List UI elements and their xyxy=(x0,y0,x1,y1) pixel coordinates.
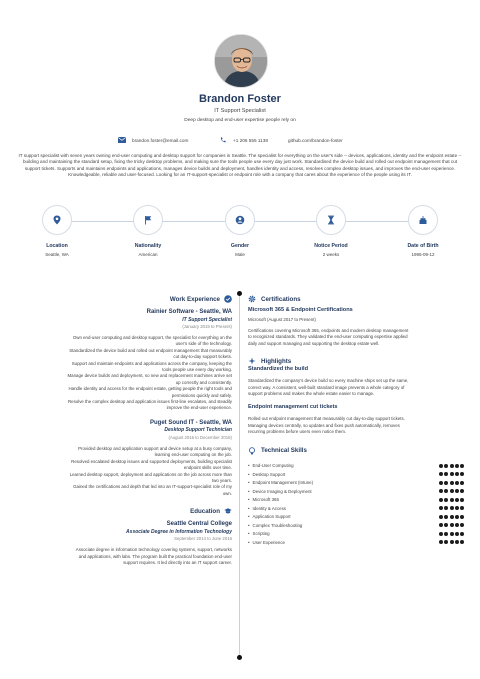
website-text: github.com/brandon-foster xyxy=(288,137,343,143)
envelope-icon xyxy=(118,137,126,143)
fact-notice-period xyxy=(296,205,366,257)
rating-dot xyxy=(439,464,443,468)
skill-rating xyxy=(439,540,464,544)
skill-item xyxy=(248,487,464,496)
rating-dot xyxy=(460,464,464,468)
rating-dot xyxy=(455,472,459,476)
lightbulb-icon xyxy=(248,447,256,455)
rating-dot xyxy=(460,498,464,502)
hourglass-icon xyxy=(326,215,336,225)
skill-item xyxy=(248,513,464,522)
rating-dot xyxy=(455,540,459,544)
gear-icon xyxy=(248,295,256,303)
work-experience-heading: Work Experience xyxy=(18,294,232,304)
fact-label: Gender xyxy=(230,243,250,249)
personal-facts xyxy=(0,205,480,265)
skill-name: • Microsoft 365 xyxy=(248,497,279,502)
rating-dot xyxy=(455,506,459,510)
email-contact[interactable] xyxy=(118,135,188,145)
phone-text: +1 206 555 1138 xyxy=(233,137,268,143)
rating-dot xyxy=(444,481,448,485)
skill-rating xyxy=(439,515,464,519)
rating-dot xyxy=(439,472,443,476)
skill-name: • Endpoint Management (Intune) xyxy=(248,480,313,485)
education-school: Seattle Central College xyxy=(166,521,232,528)
rating-dot xyxy=(455,498,459,502)
timeline-dot-bottom xyxy=(237,655,242,660)
fact-date-of-birth xyxy=(388,205,458,257)
skill-rating xyxy=(439,489,464,493)
fact-location xyxy=(22,205,92,257)
skills-list xyxy=(248,462,464,547)
rating-dot xyxy=(439,540,443,544)
education-degree: Associate Degree in Information Technology xyxy=(126,528,232,535)
skill-name: • Device Imaging & Deployment xyxy=(248,489,312,494)
rating-dot xyxy=(444,515,448,519)
skill-item xyxy=(248,470,464,479)
skill-rating xyxy=(439,523,464,527)
rating-dot xyxy=(439,489,443,493)
right-column xyxy=(248,294,464,547)
job-description: Provided desktop and application support and device setup at a busy company, learning end-user computing on the job. Resolved escalated desktop issues and supported deployments, building specialist endpoint skills over time. Learned desktop support, deployment and applications on the job across more than two years. Gained the certifications and depth that led into an IT-support-specialist role of my own. xyxy=(69,445,232,496)
graduation-cap-icon xyxy=(224,507,232,515)
rating-dot xyxy=(439,515,443,519)
fact-label: Date of Birth xyxy=(407,243,439,249)
rating-dot xyxy=(450,481,454,485)
job-description: Own end-user computing and desktop support, the specialist for everything on the user's side of the technology. Standardized the device build and rolled out endpoint management that measurably cut day-to-day support tickets. Support and maintain endpoints and applications across the company, keeping the tools people use every day working. Manage device builds and deployment, so new and replacement machines arrive set up correctly and consistently. Handle identity and access for the endpoint estate, getting people the right tools and permissions quickly and safely. Resolve the complex desktop and application issues first-line escalates, and steadily improve the end-user experience. xyxy=(67,335,232,411)
rating-dot xyxy=(450,532,454,536)
fact-value: 2 weeks xyxy=(322,252,340,257)
rating-dot xyxy=(455,532,459,536)
rating-dot xyxy=(450,506,454,510)
rating-dot xyxy=(444,532,448,536)
rating-dot xyxy=(460,472,464,476)
phone-icon xyxy=(219,137,227,143)
rating-dot xyxy=(444,523,448,527)
skill-item xyxy=(248,521,464,530)
skill-item xyxy=(248,538,464,547)
skill-name: • User Experience xyxy=(248,540,285,545)
fact-label: Nationality xyxy=(134,243,162,249)
rating-dot xyxy=(460,506,464,510)
rating-dot xyxy=(444,464,448,468)
job-role: IT Support Specialist xyxy=(182,316,232,323)
rating-dot xyxy=(450,515,454,519)
rating-dot xyxy=(439,506,443,510)
contact-bar xyxy=(0,135,480,145)
website-contact[interactable] xyxy=(288,135,343,145)
skill-name: • Desktop Support xyxy=(248,472,285,477)
education-description: Associate degree in information technology covering systems, support, networks and applications, with labs. The program built the practical foundation end-user support requires. It led directly into an IT support career. xyxy=(75,547,232,565)
skill-rating xyxy=(439,498,464,502)
rating-dot xyxy=(444,540,448,544)
job-company: Rainier Software - Seattle, WA xyxy=(146,309,232,315)
cake-icon xyxy=(418,215,428,225)
certification-name: Microsoft 365 & Endpoint Certifications xyxy=(248,307,353,313)
job-role: Desktop Support Technician xyxy=(164,427,232,434)
skill-name: • Scripting xyxy=(248,531,270,536)
fact-value: Seattle, WA xyxy=(45,252,69,257)
certifications-heading: Certifications xyxy=(248,294,464,304)
rating-dot xyxy=(444,489,448,493)
skill-rating xyxy=(439,472,464,476)
sparkle-icon xyxy=(248,357,256,365)
rating-dot xyxy=(439,532,443,536)
rating-dot xyxy=(455,489,459,493)
fact-label: Notice Period xyxy=(314,243,348,249)
timeline-divider xyxy=(239,293,240,657)
rating-dot xyxy=(460,489,464,493)
education-dates: September 2014 to June 2016 xyxy=(174,536,232,542)
technical-skills-heading: Technical Skills xyxy=(248,446,464,456)
job-title: IT Support Specialist xyxy=(214,108,266,114)
skill-rating xyxy=(439,506,464,510)
job-entry xyxy=(18,309,232,412)
rating-dot xyxy=(460,515,464,519)
fact-nationality xyxy=(113,205,183,257)
profile-summary: IT support specialist with seven years owning end-user computing and desktop support for companies in Seattle. The specialist for everything on the user's side -- devices, applications, identity and the endpoint estate -- building and maintaining the standard setup, fixing the tricky desktop problems, and making sure the tools people use every day just work. Standardised the device build and rolled out endpoint management that cut support tickets. Supports and maintains endpoints and applications, manages device builds and deployment, handles identity and access, resolves complex desktop issues, and improves the end-user experience. Knowledgeable, reliable and user-focused. Looking for an IT-support-specialist or endpoint role with a company that cares about the experience of the people using its IT. xyxy=(18,153,462,178)
location-pin-icon xyxy=(52,215,62,225)
rating-dot xyxy=(450,540,454,544)
rating-dot xyxy=(455,481,459,485)
job-entry xyxy=(18,420,232,497)
left-column xyxy=(18,294,232,566)
skill-rating xyxy=(439,532,464,536)
skill-name: • End-User Computing xyxy=(248,463,294,468)
rating-dot xyxy=(460,532,464,536)
skill-item xyxy=(248,530,464,539)
certification-meta: Microsoft (August 2017 to Present) xyxy=(248,317,316,322)
skill-name: • Complex Troubleshooting xyxy=(248,523,302,528)
rating-dot xyxy=(460,540,464,544)
person-icon xyxy=(235,215,245,225)
highlight-description: Rolled out endpoint management that measurably cut day-to-day support tickets. Managing devices centrally, so updates and fixes push automatically, removes recurring problems before users even notice them. xyxy=(248,416,405,435)
rating-dot xyxy=(455,523,459,527)
job-dates: (January 2019 to Present) xyxy=(182,324,232,329)
rating-dot xyxy=(450,464,454,468)
skill-rating xyxy=(439,464,464,468)
highlights-heading: Highlights xyxy=(248,356,464,366)
phone-contact[interactable] xyxy=(219,135,268,145)
fact-value: American xyxy=(138,252,158,257)
highlight-description: Standardized the company's device build so every machine ships set up the same, correct way. A consistent, well-built standard image prevents a whole category of support problems and makes the whole estate easier to manage. xyxy=(248,378,409,397)
rating-dot xyxy=(444,506,448,510)
rating-dot xyxy=(444,472,448,476)
skill-item xyxy=(248,479,464,488)
candidate-name: Brandon Foster xyxy=(199,93,281,105)
rating-dot xyxy=(439,523,443,527)
skill-name: • Application Support xyxy=(248,514,291,519)
avatar xyxy=(214,34,268,88)
rating-dot xyxy=(439,481,443,485)
flag-icon xyxy=(143,215,153,225)
education-heading: Education xyxy=(18,506,232,516)
skill-item xyxy=(248,496,464,505)
job-company: Puget Sound IT - Seattle, WA xyxy=(149,419,232,426)
fact-label: Location xyxy=(46,243,68,249)
certification-description: Certifications covering Microsoft 365, endpoints and modern desktop management to recognized standards. They validated the end-user computing expertise applied daily and support managing and supporting the desktop estate well. xyxy=(248,328,409,346)
rating-dot xyxy=(444,498,448,502)
verified-badge-icon xyxy=(224,295,232,303)
skill-name: • Identity & Access xyxy=(248,506,286,511)
rating-dot xyxy=(450,489,454,493)
skill-item xyxy=(248,462,464,471)
rating-dot xyxy=(455,515,459,519)
email-text: brandon.foster@email.com xyxy=(132,137,189,143)
tagline: Deep desktop and end-user expertise people rely on xyxy=(184,118,296,123)
fact-value: 1995-09-12 xyxy=(411,252,435,257)
rating-dot xyxy=(455,464,459,468)
rating-dot xyxy=(450,472,454,476)
skill-item xyxy=(248,504,464,513)
timeline-dot-top xyxy=(237,291,242,296)
rating-dot xyxy=(460,481,464,485)
fact-value: Male xyxy=(235,252,245,257)
job-dates: (August 2016 to December 2018) xyxy=(168,434,232,440)
highlight-title: Standardized the build xyxy=(248,366,308,373)
skill-rating xyxy=(439,481,464,485)
rating-dot xyxy=(450,523,454,527)
rating-dot xyxy=(460,523,464,527)
rating-dot xyxy=(439,498,443,502)
rating-dot xyxy=(450,498,454,502)
highlight-title: Endpoint management cut tickets xyxy=(248,404,338,411)
fact-gender xyxy=(205,205,275,257)
